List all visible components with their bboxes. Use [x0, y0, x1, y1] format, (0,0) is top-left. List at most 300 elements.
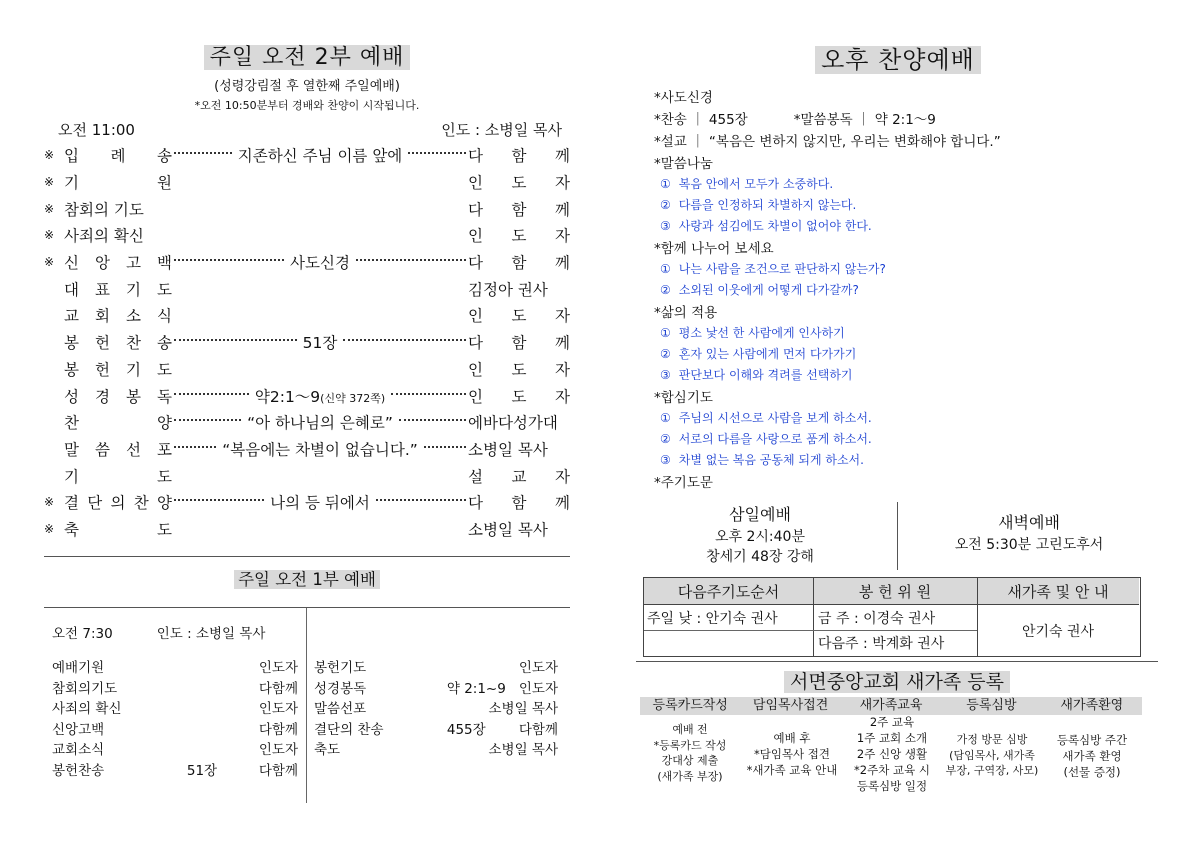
order-row	[44, 382, 570, 409]
order-item-char: 대	[64, 280, 79, 299]
duty-header-offering: 봉 헌 위 원	[813, 578, 977, 605]
registration-line: 새가족 환영	[1062, 749, 1122, 763]
morning1-list-right	[314, 656, 558, 759]
order-item-name	[64, 518, 172, 540]
order-item-char: 말	[64, 440, 79, 459]
order-item-char: 도	[157, 360, 172, 379]
sharing-text: 복음 안에서 모두가 소중하다.	[678, 177, 834, 191]
order-item-char: 찬	[64, 414, 79, 433]
order-role-char: 께	[555, 494, 570, 513]
order-leader-line	[172, 144, 468, 166]
dotted-leader	[174, 419, 241, 421]
order-mark: ※	[44, 495, 55, 510]
dotted-leader	[343, 339, 466, 341]
dotted-leader	[399, 419, 466, 421]
registration-line: (선물 증정)	[1063, 765, 1121, 779]
order-row	[44, 489, 570, 516]
order-role-char: 께	[555, 200, 570, 219]
wednesday-title: 삼일예배	[729, 505, 791, 524]
order-item-char: 양	[157, 414, 172, 433]
order-mark: ※	[44, 521, 55, 536]
order-item-char: 경	[95, 387, 110, 406]
order-item-char: 단	[87, 494, 103, 513]
table-line	[813, 578, 814, 656]
order-role-char: 도	[511, 227, 527, 246]
morning1-role: 인도자	[518, 660, 558, 677]
order-item-name	[64, 411, 172, 433]
order-item-char: 송	[157, 334, 172, 353]
prayer-text: 서로의 다름을 사랑으로 품게 하소서.	[678, 432, 872, 446]
registration-line: *담임목사 접견	[753, 747, 831, 761]
morning1-row	[314, 656, 558, 677]
order-row	[44, 222, 570, 249]
order-role-char: 자	[555, 227, 570, 246]
order-leader-line	[172, 411, 468, 433]
order-item-char: 찬	[133, 494, 149, 513]
prayer-text: 차별 없는 복음 공동체 되게 하소서.	[678, 453, 864, 467]
order-mark: ※	[44, 175, 55, 190]
order-item-char: 기	[126, 280, 141, 299]
order-item-char: 백	[157, 254, 172, 273]
prayer-text: 주님의 시선으로 사람을 보게 하소서.	[678, 411, 872, 425]
hymn-text: *찬송 ｜ 455장	[654, 112, 748, 128]
registration-header	[640, 697, 1142, 715]
order-item-char: 봉	[64, 360, 79, 379]
order-item-name	[64, 251, 172, 273]
order-role	[468, 491, 570, 513]
reflect-list	[638, 258, 1158, 300]
dawn-service	[905, 513, 1153, 555]
morning2-order-list	[44, 142, 570, 542]
order-role-char: 도	[511, 387, 527, 406]
order-role-char: 도	[511, 307, 527, 326]
order-item-name	[64, 331, 172, 353]
order-leader-line	[172, 385, 468, 407]
order-row	[44, 356, 570, 383]
sermon-line: *설교 ｜ “복음은 변하지 않지만, 우리는 변화해야 합니다.”	[654, 134, 1001, 150]
order-item-char: 기	[64, 467, 79, 486]
order-item-char: 의	[110, 494, 126, 513]
order-item-char: 입	[64, 147, 79, 166]
order-role-char: 자	[555, 387, 570, 406]
morning1-role: 소병일 목사	[488, 742, 558, 759]
order-leader-line	[172, 368, 468, 370]
order-leader-line	[172, 251, 468, 273]
order-row	[44, 249, 570, 276]
order-role-char: 인	[468, 307, 483, 326]
duty-header-prayer: 다음주기도순서	[644, 578, 813, 605]
reflect-item	[660, 279, 1158, 300]
circled-number: ③	[660, 367, 671, 382]
order-item-name	[64, 278, 172, 300]
reflect-item	[660, 258, 1158, 279]
circled-number: ②	[660, 282, 671, 297]
circled-number: ③	[660, 452, 671, 467]
order-role-char: 김정아 권사	[468, 280, 548, 299]
order-content-note: (신약 372쪽)	[320, 391, 386, 405]
order-role	[468, 385, 570, 407]
order-role	[468, 251, 570, 273]
order-role-char: 자	[555, 307, 570, 326]
order-item-char: 송	[157, 147, 172, 166]
order-item-name	[64, 144, 172, 166]
reflect-label: *함께 나누어 보세요	[654, 241, 774, 257]
prayer-item	[660, 428, 1158, 449]
morning1-role: 다함께	[258, 721, 298, 738]
order-role-char: 도	[511, 360, 527, 379]
duty-header-guide: 새가족 및 안 내	[977, 578, 1139, 605]
registration-line: (새가족 부장)	[657, 769, 723, 783]
order-item-char: 원	[157, 174, 172, 193]
apply-list	[638, 322, 1158, 385]
morning1-row	[314, 697, 558, 718]
order-leader-line	[172, 438, 468, 460]
morning1-list-left	[52, 656, 298, 779]
order-role	[468, 331, 570, 353]
morning1-item: 교회소식	[52, 742, 105, 759]
registration-line: *등록카드 작성	[653, 738, 727, 752]
order-item-name	[64, 358, 172, 380]
order-role-char: 설	[468, 467, 483, 486]
order-content-text: 사도신경	[290, 254, 350, 273]
registration-header-cell: 등록카드작성	[652, 698, 728, 713]
order-role	[468, 465, 570, 487]
registration-line: 2주 신앙 생활	[856, 747, 928, 761]
sharing-list	[638, 173, 1158, 236]
afternoon-title: 오후 찬양예배	[638, 40, 1158, 75]
dotted-leader	[174, 259, 284, 261]
morning1-item: 참회의기도	[52, 680, 118, 697]
order-role-char: 다	[468, 147, 483, 166]
morning1-item: 예배기원	[52, 660, 105, 677]
order-leader-line	[172, 208, 468, 210]
registration-line: *2주차 교육 시	[854, 763, 930, 777]
divider	[44, 607, 570, 608]
morning1-role: 인도자	[258, 742, 298, 759]
order-content-text: “아 하나님의 은혜로”	[247, 414, 393, 433]
morning1-row	[314, 718, 558, 739]
divider	[636, 661, 1158, 662]
morning1-role: 소병일 목사	[488, 701, 558, 718]
dotted-leader	[174, 152, 232, 154]
order-role-char: 도	[511, 174, 527, 193]
order-role	[468, 144, 570, 166]
creed-line: *사도신경	[654, 90, 713, 106]
order-role-char: 다	[468, 200, 483, 219]
lords-prayer-label: *주기도문	[654, 475, 713, 491]
morning2-subtitle: (성령강림절 후 열한째 주일예배)	[214, 79, 400, 94]
wednesday-detail: 창세기 48장 강해	[706, 549, 814, 565]
order-role-char: 자	[555, 174, 570, 193]
duty-prayer: 주일 낮 : 안기숙 권사	[647, 611, 778, 627]
order-role-char: 다	[468, 494, 483, 513]
order-item-char: 찬	[126, 334, 141, 353]
sharing-text: 다름을 인정하되 차별하지 않는다.	[678, 198, 857, 212]
order-item-char: 소	[126, 307, 141, 326]
morning2-leader: 인도 : 소병일 목사	[441, 121, 562, 139]
order-leader-line	[172, 331, 468, 353]
apply-text: 판단보다 이해와 격려를 선택하기	[678, 368, 853, 382]
registration-header-cell: 새가족교육	[859, 698, 923, 713]
order-mark: ※	[44, 255, 55, 270]
circled-number: ③	[660, 218, 671, 233]
order-role-char: 에바다성가대	[468, 414, 558, 433]
morning1-item: 축도	[314, 742, 341, 759]
order-content	[218, 438, 422, 460]
morning1-row	[52, 677, 298, 698]
apply-item	[660, 322, 1158, 343]
order-item-char: 참회의 기도	[64, 200, 144, 219]
order-item-char: 헌	[95, 334, 110, 353]
order-role-char: 인	[468, 387, 483, 406]
dotted-leader	[174, 446, 216, 448]
order-role	[468, 278, 570, 300]
registration-col-visit	[942, 732, 1042, 779]
order-role	[468, 411, 570, 433]
registration-header-cell: 등록심방	[966, 698, 1017, 713]
order-item-name	[64, 438, 172, 460]
order-leader-line	[172, 528, 468, 530]
order-leader-line	[172, 475, 468, 477]
order-mark: ※	[44, 228, 55, 243]
order-mark: ※	[44, 148, 55, 163]
registration-line: 등록심방 주간	[1056, 733, 1128, 747]
morning2-notice: *오전 10:50분부터 경배와 찬양이 시작됩니다.	[194, 99, 420, 112]
circled-number: ①	[660, 410, 671, 425]
registration-line: 예배 전	[672, 723, 708, 736]
morning1-title: 주일 오전 1부 예배	[44, 566, 570, 590]
dotted-leader	[424, 446, 466, 448]
morning1-row	[52, 718, 298, 739]
sharing-label: *말씀나눔	[654, 156, 713, 172]
morning1-item: 신앙고백	[52, 721, 105, 738]
order-item-char: 독	[157, 387, 172, 406]
morning1-detail: 51장	[186, 762, 218, 779]
order-row	[44, 169, 570, 196]
column-divider	[897, 502, 898, 570]
divider	[44, 556, 570, 557]
order-content-text: “복음에는 차별이 없습니다.”	[222, 440, 418, 459]
sharing-item	[660, 173, 1158, 194]
morning1-item: 성경봉독	[314, 680, 367, 697]
wednesday-service	[650, 505, 870, 567]
order-item-char: 선	[126, 440, 141, 459]
order-role	[468, 171, 570, 193]
morning2-time: 오전 11:00	[58, 121, 135, 139]
morning1-item: 말씀선포	[314, 701, 367, 718]
morning1-role: 인도자	[258, 660, 298, 677]
order-item-char: 표	[95, 280, 110, 299]
order-role	[468, 304, 570, 326]
order-item-name	[64, 304, 172, 326]
order-item-char: 회	[95, 307, 110, 326]
order-item-char: 교	[64, 307, 79, 326]
circled-number: ②	[660, 346, 671, 361]
order-role-char: 소병일 목사	[468, 520, 548, 539]
column-divider	[306, 608, 307, 803]
wednesday-time: 오후 2시:40분	[715, 529, 805, 545]
registration-col-education	[842, 714, 942, 794]
scripture-text: *말씀봉독 ｜ 약 2:1～9	[793, 112, 936, 128]
morning1-item: 사죄의 확신	[52, 701, 122, 718]
registration-line: 부장, 구역장, 사모)	[945, 764, 1039, 777]
order-role-char: 교	[511, 467, 527, 486]
order-item-char: 봉	[64, 334, 79, 353]
order-item-char: 씀	[95, 440, 110, 459]
order-row	[44, 409, 570, 436]
morning1-header	[52, 622, 302, 642]
order-role	[468, 198, 570, 220]
apply-item	[660, 343, 1158, 364]
order-role-char: 께	[555, 254, 570, 273]
duty-table	[643, 577, 1141, 657]
morning1-item: 봉헌기도	[314, 660, 367, 677]
dawn-title: 새벽예배	[998, 513, 1060, 532]
morning1-row	[52, 656, 298, 677]
order-item-char: 앙	[95, 254, 110, 273]
registration-title: 서면중앙교회 새가족 등록	[636, 667, 1158, 694]
order-item-char: 도	[157, 467, 172, 486]
circled-number: ②	[660, 197, 671, 212]
morning1-row	[52, 738, 298, 759]
order-role-char: 함	[511, 200, 527, 219]
order-item-char: 봉	[126, 387, 141, 406]
dawn-detail: 오전 5:30분 고린도후서	[954, 537, 1104, 553]
order-item-char: 축	[64, 520, 79, 539]
order-role-char: 다	[468, 334, 483, 353]
order-row	[44, 302, 570, 329]
morning1-detail: 약 2:1~9	[446, 680, 506, 697]
order-content-text: 약2:1～9	[254, 387, 321, 406]
order-item-char: 결	[64, 494, 79, 513]
prayer-item	[660, 407, 1158, 428]
order-role	[468, 518, 570, 540]
order-item-char: 헌	[95, 360, 110, 379]
order-role-char: 께	[555, 147, 570, 166]
order-item-char: 양	[157, 494, 172, 513]
morning1-item: 결단의 찬송	[314, 721, 384, 738]
duty-offering-next-week: 다음주 : 박계화 권사	[818, 636, 945, 652]
order-row	[44, 142, 570, 169]
order-role-char: 인	[468, 174, 483, 193]
order-content-text: 51장	[302, 334, 338, 353]
sharing-text: 사랑과 섬김에도 차별이 없어야 한다.	[678, 219, 872, 233]
prayer-item	[660, 449, 1158, 470]
order-role	[468, 358, 570, 380]
order-leader-line	[172, 234, 468, 236]
order-row	[44, 329, 570, 356]
circled-number: ①	[660, 261, 671, 276]
registration-line: 예배 후	[773, 731, 811, 745]
circled-number: ②	[660, 431, 671, 446]
order-role-char: 자	[555, 467, 570, 486]
order-item-name	[64, 385, 172, 407]
morning1-row	[314, 677, 558, 698]
apply-item	[660, 364, 1158, 385]
reflect-text: 나는 사람을 조건으로 판단하지 않는가?	[678, 262, 886, 276]
registration-col-pastor	[742, 730, 842, 778]
order-role-char: 다	[468, 254, 483, 273]
order-item-char: 기	[64, 174, 79, 193]
morning1-item: 봉헌찬송	[52, 762, 105, 779]
morning1-row	[52, 697, 298, 718]
order-mark: ※	[44, 201, 55, 216]
order-item-name	[64, 491, 172, 513]
order-content	[243, 411, 397, 433]
order-leader-line	[172, 314, 468, 316]
hymn-line	[654, 107, 1158, 129]
order-item-char: 신	[64, 254, 79, 273]
registration-col-welcome	[1042, 732, 1142, 780]
dotted-leader	[391, 393, 466, 395]
prayer-label: *합심기도	[654, 390, 713, 406]
registration-line: *새가족 교육 안내	[746, 763, 838, 777]
order-content-text: 나의 등 뒤에서	[270, 494, 370, 513]
duty-offering-this-week: 금 주 : 이경숙 권사	[818, 611, 936, 627]
dotted-leader	[356, 259, 466, 261]
prayer-list	[638, 407, 1158, 470]
order-item-char: 포	[157, 440, 172, 459]
registration-line: 강대상 제출	[661, 754, 719, 767]
registration-line: (담임목사, 새가족	[949, 748, 1035, 762]
registration-header-cell: 새가족환영	[1060, 698, 1124, 713]
order-role-char: 인	[468, 360, 483, 379]
morning1-row	[52, 759, 298, 780]
morning1-role: 다함께	[258, 762, 298, 779]
circled-number: ①	[660, 176, 671, 191]
dotted-leader	[174, 393, 249, 395]
registration-line: 2주 교육	[869, 715, 915, 729]
order-leader-line	[172, 181, 468, 183]
morning2-section	[44, 40, 570, 542]
order-row	[44, 462, 570, 489]
order-role	[468, 438, 570, 460]
dotted-leader	[376, 499, 466, 501]
dotted-leader	[174, 339, 297, 341]
order-item-char: 고	[126, 254, 141, 273]
order-content	[234, 144, 407, 166]
order-leader-line	[172, 491, 468, 513]
order-item-name	[64, 198, 172, 220]
sharing-item	[660, 194, 1158, 215]
order-item-name	[64, 224, 172, 246]
order-item-char: 성	[64, 387, 79, 406]
order-content	[299, 331, 342, 353]
morning2-title: 주일 오전 2부 예배	[44, 40, 570, 71]
registration-line: 가정 방문 심방	[956, 733, 1028, 746]
afternoon-section	[638, 40, 1158, 492]
order-item-name	[64, 171, 172, 193]
morning1-leader: 인도 : 소병일 목사	[156, 626, 266, 642]
order-leader-line	[172, 288, 468, 290]
morning1-detail: 455장	[446, 721, 486, 738]
order-item-char: 식	[157, 307, 172, 326]
apply-text: 평소 낯선 한 사람에게 인사하기	[678, 326, 845, 340]
order-row	[44, 275, 570, 302]
morning1-time: 오전 7:30	[52, 626, 113, 642]
reflect-text: 소외된 이웃에게 어떻게 다가갈까?	[678, 283, 859, 297]
order-role-char: 함	[511, 254, 527, 273]
duty-guide: 안기숙 권사	[1021, 623, 1095, 640]
order-role	[468, 224, 570, 246]
morning1-role: 인도자	[518, 680, 558, 697]
registration-line: 1주 교회 소개	[856, 731, 928, 745]
order-content-text: 지존하신 주님 이름 앞에	[237, 147, 403, 166]
order-content	[266, 491, 374, 513]
order-item-name	[64, 465, 172, 487]
registration-col-card	[640, 722, 740, 784]
order-item-char: 도	[157, 520, 172, 539]
